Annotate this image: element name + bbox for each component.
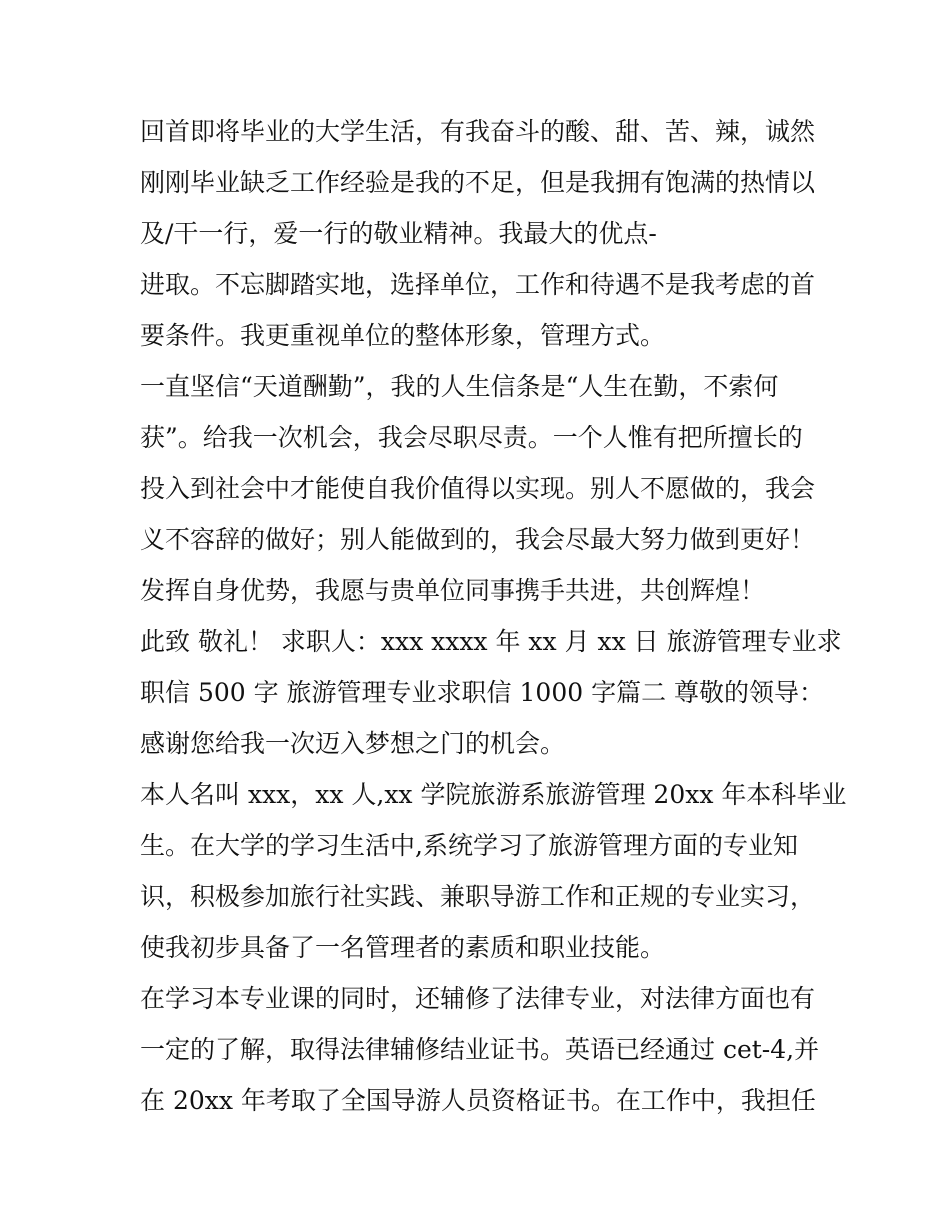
text-line: 本人名叫 xxx，xx 人,xx 学院旅游系旅游管理 20xx 年本科毕业: [140, 780, 847, 809]
text-line: 刚刚毕业缺乏工作经验是我的不足，但是我拥有饱满的热情以: [140, 168, 816, 197]
text-line: 要条件。我更重视单位的整体形象，管理方式。: [140, 321, 666, 350]
text-line: 在 20xx 年考取了全国导游人员资格证书。在工作中，我担任: [140, 1086, 816, 1115]
text-line: 使我初步具备了一名管理者的素质和职业技能。: [140, 933, 666, 962]
text-line: 在学习本专业课的同时，还辅修了法律专业，对法律方面也有: [140, 984, 816, 1013]
text-line: 生。在大学的学习生活中,系统学习了旅游管理方面的专业知: [140, 831, 798, 860]
text-line: 发挥自身优势，我愿与贵单位同事携手共进，共创辉煌！: [140, 576, 766, 605]
text-line: 义不容辞的做好；别人能做到的，我会尽最大努力做到更好！: [140, 525, 816, 554]
text-line: 及/干一行，爱一行的敬业精神。我最大的优点-: [140, 219, 657, 248]
text-line: 进取。不忘脚踏实地，选择单位，工作和待遇不是我考虑的首: [140, 270, 816, 299]
text-line: 此致 敬礼！ 求职人：xxx xxxx 年 xx 月 xx 日 旅游管理专业求: [140, 627, 842, 656]
body-text: [140, 106, 847, 1126]
text-line: 一定的了解，取得法律辅修结业证书。英语已经通过 cet-4,并: [140, 1035, 820, 1064]
text-line: 职信 500 字 旅游管理专业求职信 1000 字篇二 尊敬的领导：: [140, 678, 825, 707]
text-line: 一直坚信“天道酬勤”，我的人生信条是“人生在勤，不索何: [140, 372, 779, 401]
text-line: 感谢您给我一次迈入梦想之门的机会。: [140, 729, 566, 758]
text-line: 获”。给我一次机会，我会尽职尽责。一个人惟有把所擅长的: [140, 423, 803, 452]
text-line: 回首即将毕业的大学生活，有我奋斗的酸、甜、苦、辣，诚然: [140, 117, 816, 146]
text-line: 识，积极参加旅行社实践、兼职导游工作和正规的专业实习，: [140, 882, 816, 911]
text-line: 投入到社会中才能使自我价值得以实现。别人不愿做的，我会: [140, 474, 816, 503]
